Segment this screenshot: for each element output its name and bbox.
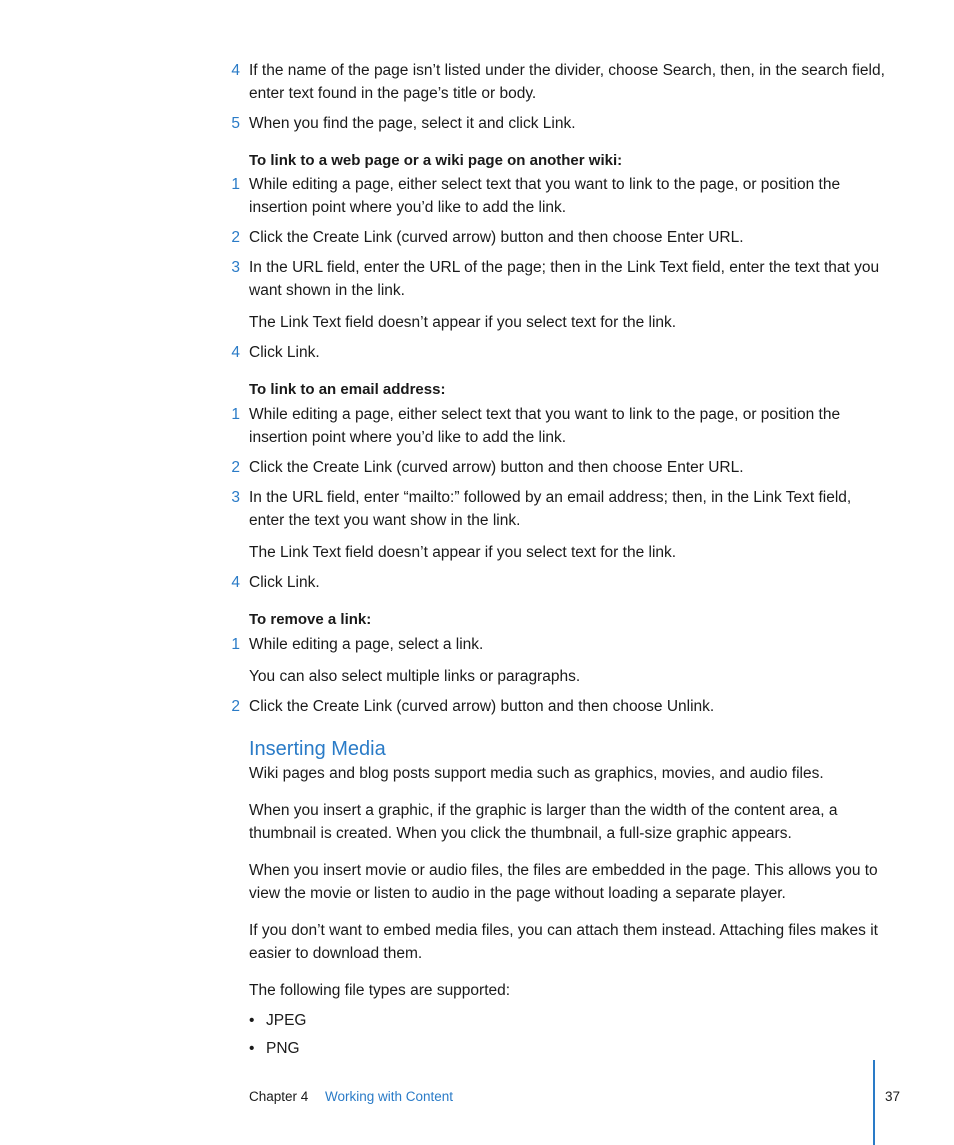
list-item: PNG <box>266 1040 300 1057</box>
paragraph: When you insert movie or audio files, the files are embedded in the page. This allows you to view the movie or listen to audio in the page without loading a separate player. <box>249 862 878 902</box>
step-number: 4 <box>231 62 240 79</box>
step-text: While editing a page, select a link. <box>249 636 484 653</box>
step-text: Click the Create Link (curved arrow) button and then choose Unlink. <box>249 698 715 715</box>
step-text: Click Link. <box>249 344 320 361</box>
section-heading: Inserting Media <box>249 738 386 760</box>
footer-divider <box>873 1060 875 1145</box>
step-text: Click the Create Link (curved arrow) button and then choose Enter URL. <box>249 459 744 476</box>
step-text: In the URL field, enter the URL of the page; then in the Link Text field, enter the text that you want shown in the link. <box>249 259 880 299</box>
bullet-icon: • <box>249 1040 255 1057</box>
paragraph: The following file types are supported: <box>249 982 511 999</box>
step-number: 2 <box>231 459 240 476</box>
paragraph: Wiki pages and blog posts support media such as graphics, movies, and audio files. <box>249 765 824 782</box>
step-number: 2 <box>231 229 240 246</box>
step-number: 4 <box>231 574 240 591</box>
step-number: 1 <box>231 176 240 193</box>
step-note: The Link Text field doesn’t appear if you select text for the link. <box>249 544 677 561</box>
step-text: While editing a page, either select text that you want to link to the page, or position the insertion point where you’d like to add the link. <box>249 406 841 446</box>
step-note: The Link Text field doesn’t appear if you select text for the link. <box>249 314 677 331</box>
page-number: 37 <box>885 1089 901 1104</box>
step-number: 1 <box>231 636 240 653</box>
step-text: Click Link. <box>249 574 320 591</box>
footer-chapter: Chapter 4 <box>249 1089 309 1104</box>
paragraph: When you insert a graphic, if the graphic is larger than the width of the content area, a thumbnail is created. When you click the thumbnail, a full-size graphic appears. <box>249 802 838 842</box>
step-text: In the URL field, enter “mailto:” followed by an email address; then, in the Link Text field, enter the text you want show in the link. <box>249 489 852 529</box>
footer-chapter-title[interactable]: Working with Content <box>325 1089 454 1104</box>
task-heading-remove-link: To remove a link: <box>249 611 372 628</box>
task-heading-email-link: To link to an email address: <box>249 381 446 398</box>
step-number: 1 <box>231 406 240 423</box>
step-number: 3 <box>231 489 240 506</box>
list-item: JPEG <box>266 1012 307 1029</box>
step-text: While editing a page, either select text that you want to link to the page, or position the insertion point where you’d like to add the link. <box>249 176 841 216</box>
step-text: When you find the page, select it and click Link. <box>249 115 576 132</box>
step-text: Click the Create Link (curved arrow) button and then choose Enter URL. <box>249 229 744 246</box>
step-note: You can also select multiple links or paragraphs. <box>249 668 581 685</box>
step-number: 3 <box>231 259 240 276</box>
step-text: If the name of the page isn’t listed under the divider, choose Search, then, in the search field, enter text found in the page’s title or body. <box>249 62 885 102</box>
step-number: 5 <box>231 115 240 132</box>
paragraph: If you don’t want to embed media files, you can attach them instead. Attaching files makes it easier to download them. <box>249 922 878 962</box>
step-number: 4 <box>231 344 240 361</box>
step-number: 2 <box>231 698 240 715</box>
bullet-icon: • <box>249 1012 255 1029</box>
task-heading-web-link: To link to a web page or a wiki page on another wiki: <box>249 152 623 169</box>
